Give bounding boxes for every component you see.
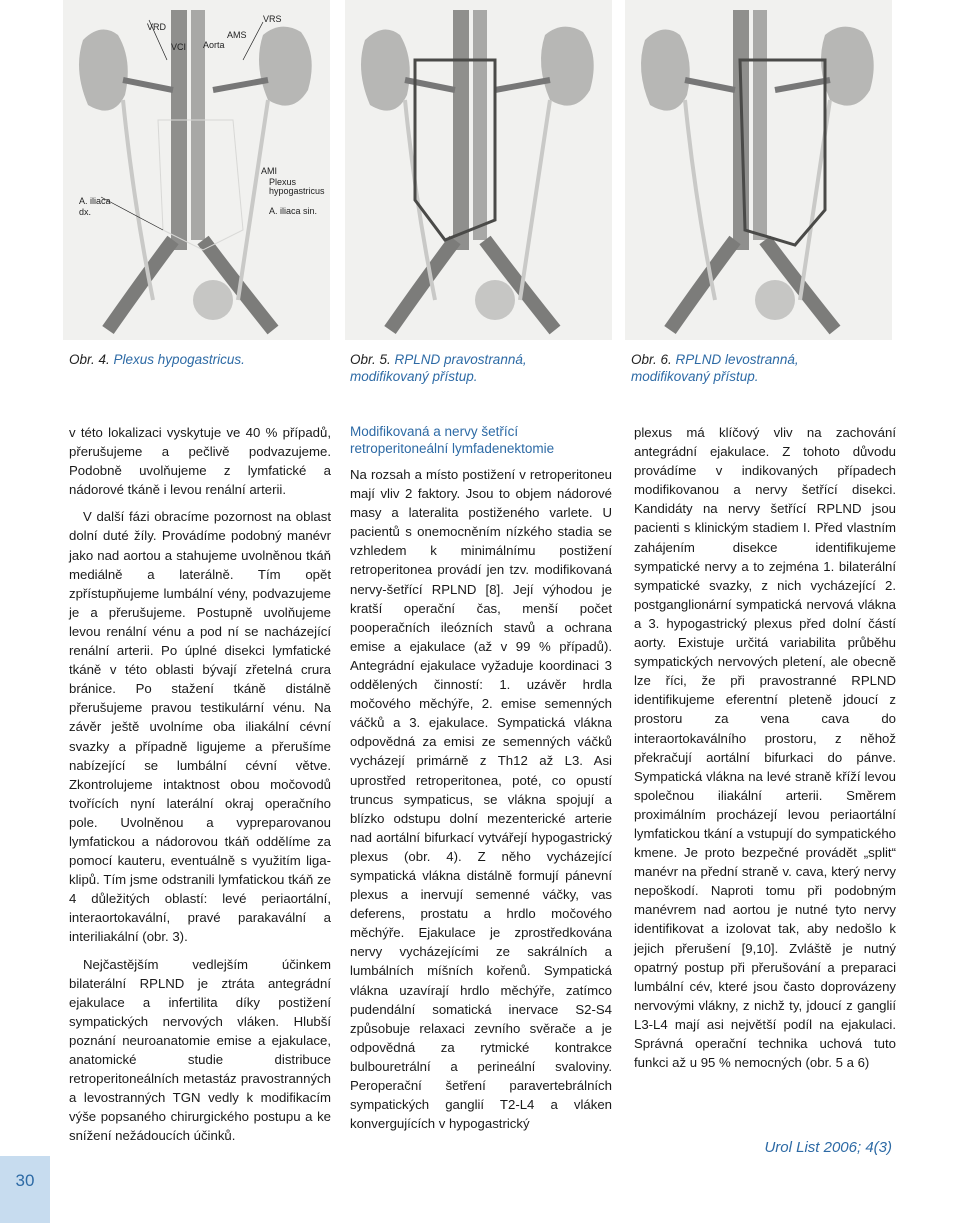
caption-number: Obr. 5. — [350, 352, 391, 367]
label-aorta: Aorta — [203, 40, 225, 50]
paragraph: V další fázi obracíme pozornost na oblast dolní duté žíly. Provádíme podobný manévr jako nad aortou a stahujeme uvolněnou tkáň mediálně a laterálně. Tím opět zpřístupňujeme lumbální vény, podvazujeme je a přerušujeme. Postupně uvolňujeme levou renální vénu a pod ní se nacházející renální arterii. Po úplné disekci lymfatické tkáně v této oblasti bývají zřetelná crura bránice. Po stažení tkáně distálně přerušujeme pravou testikulární vénu. Na závěr ještě uvolníme oba iliakální cévní svazky a případně ligujeme a přerušíme nabízející se lumbální cévní větve. Zkontrolujeme intaktnost obou močovodů tvořících nyní laterální okraj operačního pole. Uvolněnou a vypreparovanou lymfatickou a nádorovou tkáň oddělíme za pomocí kauteru, eventuálně s využitím liga-klipů. Tím jsme odstranili lymfatickou tkáň ze 4 důležitých oblastí: levé periaortální, interaortokavální, pravé parakavální a interiliakální (obr. 3). — [69, 509, 331, 945]
label-iliaca-sin: A. iliaca sin. — [269, 206, 318, 216]
label-vrs: VRS — [263, 14, 282, 24]
text-column-2 — [350, 423, 612, 1133]
caption-number: Obr. 4. — [69, 352, 110, 367]
text-column-3 — [634, 423, 896, 1072]
label-vrd: VRD — [147, 22, 167, 32]
label-hypogastricus: hypogastricus — [269, 186, 325, 196]
section-heading: Modifikovaná a nervy šetřící retroperitoneální lymfadenektomie — [350, 424, 555, 456]
anatomy-illustration — [625, 0, 892, 340]
caption-text: RPLND pravostranná, modifikovaný přístup. — [350, 352, 527, 384]
label-ami: AMI — [261, 166, 278, 176]
figure-4-illustration — [63, 0, 330, 340]
label-iliaca-dx: A. iliaca — [79, 196, 111, 206]
caption-text: Plexus hypogastricus. — [113, 352, 245, 367]
paragraph: Na rozsah a místo postižení v retroperitoneu mají vliv 2 faktory. Jsou to objem nádorové masy a lateralita postiženého varlete. U pacientů s onemocněním nízkého stadia se vzhledem k minimálnímu postižení retroperitonea provádí jen tzv. modifikovaná nervy-šetřící RPLND [8]. Její výhodou je kratší operační čas, menší počet pooperačních ileózních stavů a ochrana emise a ejakulace (až v 99 % případů). Antegrádní ejakulace vyžaduje koordinaci 3 oddělených činností: 1. uzávěr hrdla močového měchýře, 2. emise semenných váčků a 3. ejakulace. Sympatická vlákna odpovědná za emisi ze semenných váčků vycházejí primárně z Th12 až L3. Asi uprostřed retroperitonea, poté, co opustí truncus sympaticus, se vlákna spojují a blízko odstupu dolní mezenterické arterie nad aortální bifurkací vytvářejí hypogastrický plexus (obr. 4). Z něho vycházející sympatická vlákna distálně formují pánevní plexus a inervují semenné váčky, vas deferens, prostatu a hrdlo močového měchýře. Ejakulace je zprostředkována nervy vycházejícími ze sakrálních a lumbálních míšních kořenů. Sympatická vlákna uzavírají hrdlo měchýře, zatímco pudendální somatická inervace S2-S4 způsobuje relaxaci zevního svěrače a je odpovědná za rytmické kontrakce bulbouretrální a perineální svaloviny. Peroperační šetření paravertebrálních sympatických ganglií T2-L4 a vláken konvergujících v hypogastrický — [350, 467, 612, 1132]
label-ams: AMS — [227, 30, 247, 40]
label-vci: VCI — [171, 42, 187, 52]
figure-4-caption — [69, 351, 319, 368]
paragraph: v této lokalizaci vyskytuje ve 40 % případů, přerušujeme a pečlivě podvazujeme. Podobně uvolňujeme z lymfatické a nádorové tkáně i levou renální arterii. — [69, 425, 331, 498]
anatomy-illustration — [345, 0, 612, 340]
paragraph: plexus má klíčový vliv na zachování antegrádní ejakulace. Z tohoto důvodu provádíme v indikovaných případech modifikovanou a nervy šetřící disekci. Kandidáty na nervy šetřící RPLND jsou pacienti s klinickým stadiem I. Před vlastním zahájením disekce identifikujeme sympatické nervy a to zejména 1. bilaterální sympatické svazky, z nich vycházející 2. postganglionární sympatická nervová vlákna a 3. hypogastrický plexus před dolní částí aorty. Existuje určitá variabilita průběhu sympatických nervových pletení, ale obecně lze říci, že při pravostranné RPLND identifikujeme eferentní pleteně jdoucí z prostoru za vena cava do interaortokaválního prostoru, z něhož překračují aortální bifurkaci do pánve. Sympatická vlákna na levé straně kříží levou společnou iliakální arterii. Směrem proximálním procházejí levou periaortální lymfatickou tkání a vstupují do sympatického kmene. Je proto bezpečné provádět „split“ manévr na přední straně v. cava, který nervy nepoškodí. Naproti tomu při podobným manévrem nad aortou je nutné tyto nervy identifikovat a izolovat tak, aby nedošlo k jejich přerušení [9,10]. Zvláště je nutný opatrný postup při přerušování a preparaci lumbální cév, které jsou často doprovázeny nervovými vlákny, z nichž ty, jdoucí z ganglií L3-L4 mají asi největší podíl na ejakulaci. Správná operační technika uchová tuto funkci až u 95 % nemocných (obr. 5 a 6) — [634, 425, 896, 1071]
figure-5-illustration — [345, 0, 612, 340]
paragraph: Nejčastějším vedlejším účinkem bilaterální RPLND je ztráta antegrádní ejakulace a infertilita díky postižení sympatických nervových vláken. Hlubší poznání neuroanatomie emise a ejakulace, anatomické studie distribuce retroperitoneálních metastáz pravostranných a levostranných TGN vedly k modifikacím výše popsaného chirurgického postupu a ke snížení nežádoucích účinků. — [69, 956, 331, 1144]
label-iliaca-dx-2: dx. — [79, 207, 92, 217]
page-number: 30 — [15, 1171, 35, 1190]
figure-6-caption — [631, 351, 881, 385]
journal-citation: Urol List 2006; 4(3) — [764, 1139, 892, 1156]
anatomy-illustration — [63, 0, 330, 340]
label-plexus: Plexus — [269, 177, 297, 187]
text-column-1 — [69, 423, 331, 1145]
figure-5-caption — [350, 351, 600, 385]
figure-6-illustration — [625, 0, 892, 340]
caption-number: Obr. 6. — [631, 352, 672, 367]
caption-text: RPLND levostranná, modifikovaný přístup. — [631, 352, 799, 384]
